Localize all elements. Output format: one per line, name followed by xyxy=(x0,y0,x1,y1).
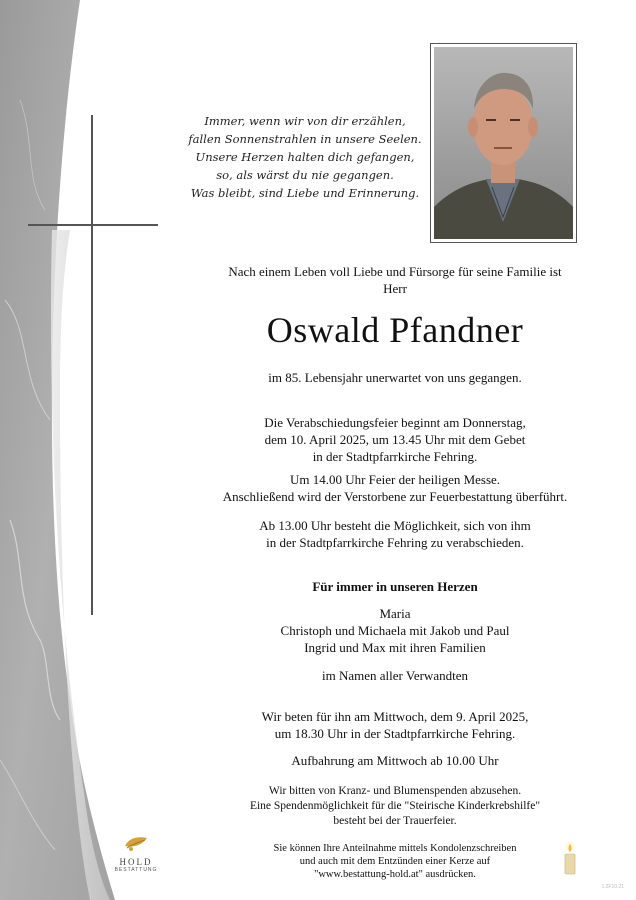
condolences-line: "www.bestattung-hold.at" ausdrücken. xyxy=(314,869,476,880)
family-member: Maria xyxy=(379,606,411,621)
farewell-line: Ab 13.00 Uhr besteht die Möglichkeit, sich von ihm xyxy=(259,518,531,533)
age-line: im 85. Lebensjahr unerwartet von uns gegangen. xyxy=(268,370,522,385)
deceased-name: Oswald Pfandner xyxy=(266,310,524,350)
ceremony-line: dem 10. April 2025, um 13.45 Uhr mit dem Gebet xyxy=(264,432,526,447)
condolences-line: Sie können Ihre Anteilnahme mittels Kondolenzschreiben xyxy=(273,843,517,854)
cross-icon xyxy=(28,115,160,615)
portrait-photo xyxy=(430,43,577,243)
poem-line: fallen Sonnenstrahlen in unsere Seelen. xyxy=(188,132,422,146)
farewell-line: in der Stadtpfarrkirche Fehring zu verabschieden. xyxy=(266,535,524,550)
condolences-info xyxy=(195,842,595,881)
family-member: Ingrid und Max mit ihren Familien xyxy=(304,640,486,655)
relatives-line: im Namen aller Verwandten xyxy=(322,668,468,683)
poem-line: Immer, wenn wir von dir erzählen, xyxy=(204,114,406,128)
candle-icon xyxy=(562,842,578,876)
logo-sub: BESTATTUNG xyxy=(114,867,158,873)
ceremony-info xyxy=(195,414,595,465)
donations-line: Eine Spendenmöglichkeit für die "Steirische Kinderkrebshilfe" xyxy=(249,800,541,812)
hearts-title: Für immer in unseren Herzen xyxy=(312,579,478,594)
poem-line: so, als wärst du nie gegangen. xyxy=(216,168,394,182)
poem xyxy=(180,112,430,202)
donations-line: besteht bei der Trauerfeier. xyxy=(333,815,457,827)
logo-brand: HOLD xyxy=(119,857,153,867)
portrait-image xyxy=(434,47,573,239)
corner-code: 1.2F10.21 xyxy=(601,884,624,890)
poem-line: Unsere Herzen halten dich gefangen, xyxy=(195,150,415,164)
family-member: Christoph und Michaela mit Jakob und Paul xyxy=(280,623,510,638)
viewing-info: Aufbahrung am Mittwoch ab 10.00 Uhr xyxy=(291,753,499,768)
ceremony-line: in der Stadtpfarrkirche Fehring. xyxy=(312,449,478,464)
intro-text xyxy=(195,263,595,297)
condolences-line: und auch mit dem Entzünden einer Kerze auf xyxy=(299,856,491,867)
farewell-info xyxy=(195,517,595,551)
prayer-line: um 18.30 Uhr in der Stadtpfarrkirche Fehring. xyxy=(274,726,516,741)
funeral-home-logo xyxy=(108,834,164,873)
poem-line: Was bleibt, sind Liebe und Erinnerung. xyxy=(190,186,420,200)
donations-line: Wir bitten von Kranz- und Blumenspenden abzusehen. xyxy=(268,785,522,797)
prayer-info xyxy=(195,708,595,742)
intro-line: Herr xyxy=(383,281,407,296)
leaf-logo-icon xyxy=(121,834,151,852)
mass-line: Um 14.00 Uhr Feier der heiligen Messe. xyxy=(289,472,501,487)
donations-info xyxy=(195,784,595,829)
ceremony-line: Die Verabschiedungsfeier beginnt am Donnerstag, xyxy=(264,415,526,430)
prayer-line: Wir beten für ihn am Mittwoch, dem 9. April 2025, xyxy=(261,709,529,724)
intro-line: Nach einem Leben voll Liebe und Fürsorge für seine Familie ist xyxy=(228,264,562,279)
mass-line: Anschließend wird der Verstorbene zur Feuerbestattung überführt. xyxy=(222,489,568,504)
mass-info xyxy=(195,471,595,505)
family-list xyxy=(195,605,595,656)
